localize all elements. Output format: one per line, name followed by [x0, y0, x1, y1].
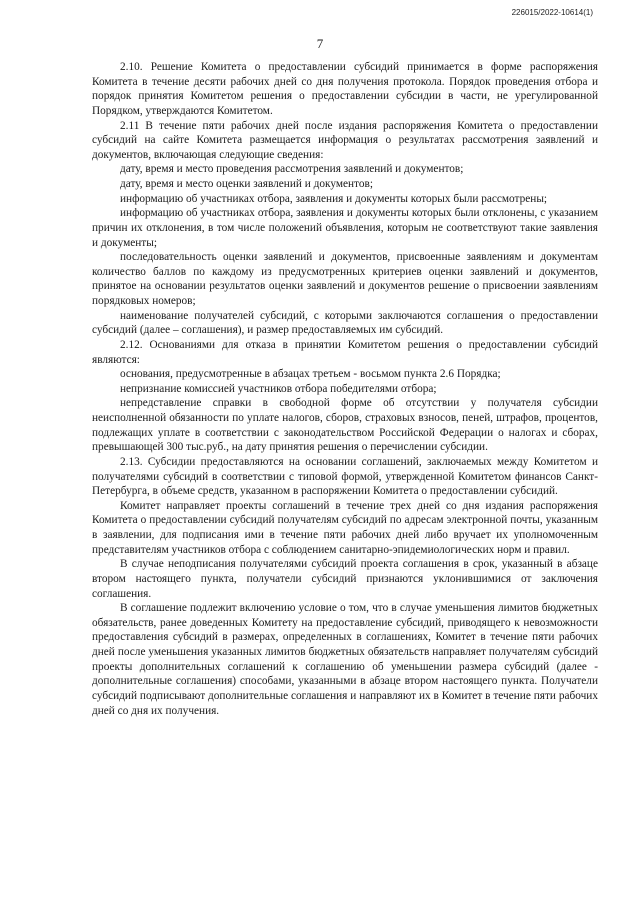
paragraph: наименование получателей субсидий, с которыми заключаются соглашения о предоставлении субсидий (далее – соглашения), и размер предоставляемых им субсидий.	[92, 309, 598, 337]
paragraph: В соглашение подлежит включению условие о том, что в случае уменьшения лимитов бюджетных обязательств, ранее доведенных Комитету на предоставление субсидий, приводящего к невозможности предоставления субсидий в размерах, определенных в соглашениях, Комитет в течение пяти рабочих дней после уменьшения указанных лимитов бюджетных обязательств направляет получателям субсидий проекты дополнительных соглашений к соглашению об уменьшении размера субсидий (далее - дополнительные соглашения) способами, указанными в абзаце втором настоящего пункта. Получатели субсидий подписывают дополнительные соглашения и направляют их в Комитет в течение пяти рабочих дней со дня их получения.	[92, 602, 598, 717]
paragraph: 2.11 В течение пяти рабочих дней после издания распоряжения Комитета о предоставлении субсидий на сайте Комитета размещается информация о результатах рассмотрения заявлений и документов, включающая следующие сведения:	[92, 119, 598, 161]
paragraph: информацию об участниках отбора, заявления и документы которых были отклонены, с указанием причин их отклонения, в том числе положений объявления, которым не соответствуют такие заявления и документы;	[92, 207, 598, 249]
paragraph: дату, время и место проведения рассмотрения заявлений и документов;	[120, 163, 464, 176]
paragraph: основания, предусмотренные в абзацах третьем - восьмом пункта 2.6 Порядка;	[120, 368, 501, 381]
paragraph: 2.10. Решение Комитета о предоставлении субсидий принимается в форме распоряжения Комитета в течение десяти рабочих дней со дня получения протокола. Порядок проведения отбора и порядок принятия Комитетом решения о предоставлении субсидии в части, не урегулированной Порядком, утверждаются Комитетом.	[92, 61, 598, 117]
paragraph: 2.12. Основаниями для отказа в принятии Комитетом решения о предоставлении субсидий являются:	[92, 338, 598, 366]
page-number: 7	[316, 36, 324, 51]
paragraph: непризнание комиссией участников отбора победителями отбора;	[120, 382, 437, 395]
paragraph: информацию об участниках отбора, заявления и документы которых были рассмотрены;	[120, 192, 548, 205]
paragraph: дату, время и место оценки заявлений и документов;	[120, 178, 373, 190]
document-id: 226015/2022-10614(1)	[511, 8, 593, 17]
paragraph: непредставление справки в свободной форме об отсутствии у получателя субсидии неисполненной обязанности по уплате налогов, сборов, страховых взносов, пеней, штрафов, процентов, подлежащих уплате в соответствии с законодательством Российской Федерации о налогах и сборах, превышающей 300 тыс.руб., на дату принятия решения о перечислении субсидии.	[92, 397, 598, 454]
paragraph: 2.13. Субсидии предоставляются на основании соглашений, заключаемых между Комитетом и получателями субсидий в соответствии с типовой формой, утвержденной Комитетом финансов Санкт-Петербурга, в объеме средств, указанном в распоряжении Комитета о предоставлении субсидий.	[92, 455, 598, 498]
paragraph: В случае неподписания получателями субсидий проекта соглашения в срок, указанный в абзаце втором настоящего пункта, получатели субсидий признаются уклонившимися от заключения соглашения.	[92, 558, 598, 600]
paragraph: Комитет направляет проекты соглашений в течение трех дней со дня издания распоряжения Комитета о предоставлении субсидий получателям субсидий по адресам электронной почты, указанным в заявлении, для подписания ими в течение пяти рабочих дней либо вручает их уполномоченным представителям участников отбора с соблюдением санитарно-эпидемиологических норм и правил.	[92, 499, 598, 556]
paragraph: последовательность оценки заявлений и документов, присвоенные заявлениям и документам количество баллов по каждому из предусмотренных критериев оценки заявлений и документов, принятое на основании результатов оценки заявлений и документов решение о присвоении заявлениям порядковых номеров;	[92, 251, 598, 307]
document-body	[92, 60, 598, 718]
